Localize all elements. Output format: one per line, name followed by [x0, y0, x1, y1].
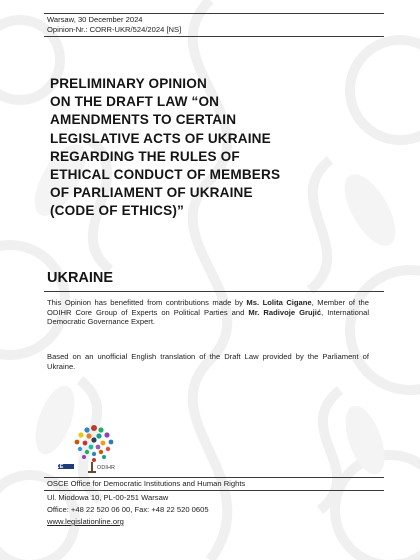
header-bottom-rule [44, 36, 384, 37]
contributions-text-1: This Opinion has benefitted from contributions made by [47, 298, 247, 307]
contributions-paragraph [47, 298, 369, 327]
document-title: PRELIMINARY OPINION ON THE DRAFT LAW “ON AMENDMENTS TO CERTAIN LEGISLATIVE ACTS OF UKRAINE REGARDING THE RULES OF ETHICAL CONDUCT OF MEMBERS OF PARLIAMENT OF UKRAINE (CODE OF ETHICS)” [50, 76, 281, 219]
footer-office-rule [44, 490, 384, 491]
footer-top-rule [44, 477, 384, 478]
osce-odihr-tree-logo-icon [58, 418, 130, 478]
footer-website-link[interactable]: www.legislationline.org [47, 517, 124, 526]
osce-logo-label: OSCE [48, 464, 64, 470]
footer-office-name: OSCE Office for Democratic Institutions and Human Rights [47, 479, 246, 488]
contributions-text-3: , International Democratic Governance Expert. [47, 307, 370, 327]
contributions-text-2: , Member of the ODIHR Core Group of Experts on Political Parties and [47, 298, 369, 317]
contributor-name-1: Ms. Lolita Cigane [246, 298, 312, 307]
contributor-name-2: Mr. Radivoje Grujić [248, 307, 322, 317]
odihr-logo-label: ODIHR [97, 465, 116, 471]
footer-contact: Office: +48 22 520 06 00, Fax: +48 22 520 0605 [47, 505, 209, 514]
footer-address: Ul. Miodowa 10, PL-00-251 Warsaw [47, 493, 169, 502]
country-heading: UKRAINE [47, 270, 114, 286]
country-rule [44, 291, 384, 292]
document-date: Warsaw, 30 December 2024 [47, 15, 143, 24]
header-top-rule [44, 13, 384, 14]
opinion-number: Opinion-Nr.: CORR-UKR/524/2024 [NS] [47, 25, 182, 34]
translation-note: Based on an unofficial English translation of the Draft Law provided by the Parliament of Ukraine. [47, 352, 369, 371]
